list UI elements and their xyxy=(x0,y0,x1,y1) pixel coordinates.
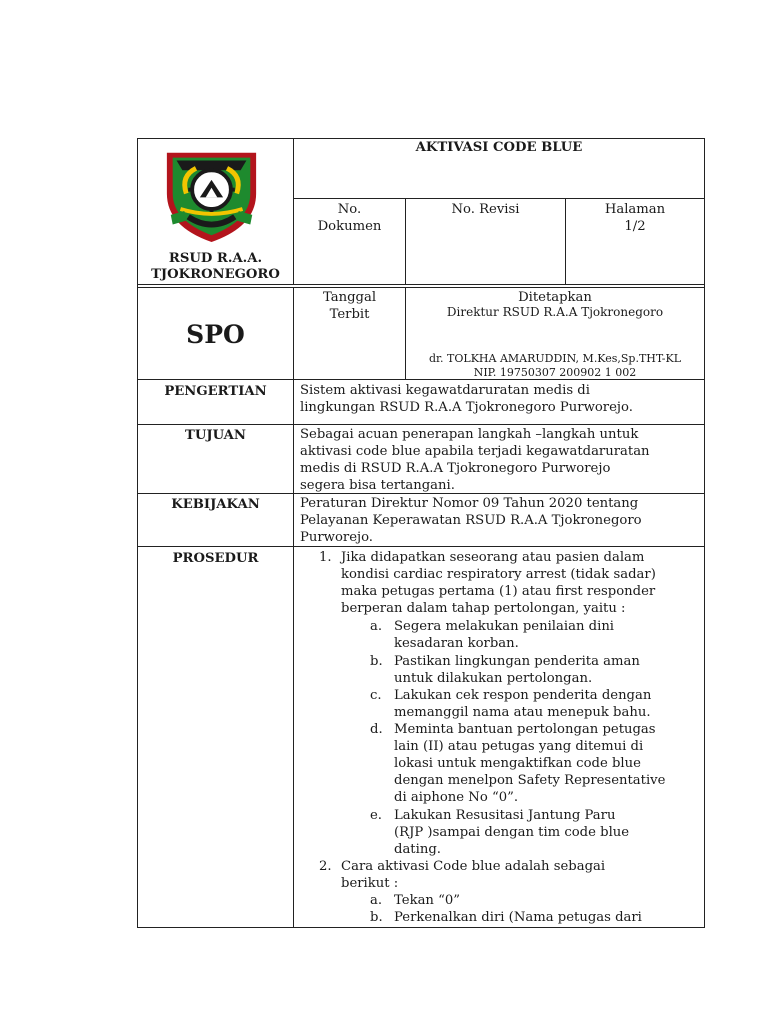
revision-label: No. Revisi xyxy=(451,202,520,217)
sub-item-line: memanggil nama atau menepuk bahu. xyxy=(394,705,651,720)
sub-item-letter: e. xyxy=(370,808,382,823)
sub-item-line: kesadaran korban. xyxy=(394,636,519,651)
tujuan-line: segera bisa tertangani. xyxy=(300,478,455,493)
procedure-item-line: maka petugas pertama (1) atau first responder xyxy=(341,584,656,599)
tujuan-line: aktivasi code blue apabila terjadi kegawatdaruratan xyxy=(300,444,650,459)
procedure-item-number: 2. xyxy=(319,859,332,874)
sub-item-letter: c. xyxy=(370,688,382,703)
signer-nip: NIP. 19750307 200902 1 002 xyxy=(473,366,637,379)
row-line-tujuan xyxy=(137,424,705,425)
hospital-name-line2: TJOKRONEGORO xyxy=(151,267,280,282)
header-bottom-line xyxy=(137,284,705,285)
sub-item-line: Pastikan lingkungan penderita aman xyxy=(394,654,640,669)
sub-item-line: Lakukan cek respon penderita dengan xyxy=(394,688,652,703)
procedure-item-number: 1. xyxy=(319,550,332,565)
date-label-1: Tanggal xyxy=(322,290,377,305)
table-border-bottom xyxy=(137,927,705,928)
sub-item-letter: b. xyxy=(370,910,383,925)
sub-item-line: untuk dilakukan pertolongan. xyxy=(394,671,593,686)
procedure-item-line: kondisi cardiac respiratory arrest (tidak sadar) xyxy=(341,567,656,582)
sub-item-line: lain (II) atau petugas yang ditemui di xyxy=(394,739,644,754)
sub-item-letter: b. xyxy=(370,654,383,669)
doc-no-label-1: No. xyxy=(337,202,362,217)
pengertian-line: Sistem aktivasi kegawatdaruratan medis di xyxy=(300,383,590,398)
date-label-2: Terbit xyxy=(329,307,370,322)
pengertian-line: lingkungan RSUD R.A.A Tjokronegoro Purworejo. xyxy=(300,400,633,415)
sub-item-line: Segera melakukan penilaian dini xyxy=(394,619,615,634)
procedure-item-line: Cara aktivasi Code blue adalah sebagai xyxy=(341,859,606,874)
spo-top-line xyxy=(137,287,705,288)
signer-name: dr. TOLKHA AMARUDDIN, M.Kes,Sp.THT-KL xyxy=(428,352,682,365)
section-label-pengertian: PENGERTIAN xyxy=(164,384,267,399)
document-title: AKTIVASI CODE BLUE xyxy=(415,140,583,155)
page-value: 1/2 xyxy=(624,219,646,234)
row-line-prosedur xyxy=(137,546,705,547)
sub-item-line: Tekan “0” xyxy=(394,893,460,908)
procedure-item-line: berikut : xyxy=(341,876,399,891)
sub-item-letter: a. xyxy=(370,893,383,908)
sub-item-line: Lakukan Resusitasi Jantung Paru xyxy=(394,808,616,823)
procedure-item-line: berperan dalam tahap pertolongan, yaitu : xyxy=(341,601,626,616)
sub-item-letter: a. xyxy=(370,619,383,634)
title-row-divider xyxy=(293,198,705,199)
section-label-tujuan: TUJUAN xyxy=(185,428,246,443)
doc-no-label-2: Dokumen xyxy=(317,219,382,234)
kebijakan-line: Purworejo. xyxy=(300,530,373,545)
sub-item-line: (RJP )sampai dengan tim code blue xyxy=(394,825,630,840)
sub-item-letter: d. xyxy=(370,722,383,737)
tujuan-line: medis di RSUD R.A.A Tjokronegoro Purworejo xyxy=(300,461,611,476)
hospital-name-line1: RSUD R.A.A. xyxy=(168,251,263,266)
kebijakan-line: Pelayanan Keperawatan RSUD R.A.A Tjokronegoro xyxy=(300,513,642,528)
sub-item-line: dating. xyxy=(394,842,441,857)
hospital-logo-emblem xyxy=(163,143,260,245)
sub-item-line: lokasi untuk mengaktifkan code blue xyxy=(394,756,641,771)
set-label: Ditetapkan xyxy=(518,290,592,305)
procedure-item-line: Jika didapatkan seseorang atau pasien dalam xyxy=(341,550,645,565)
sub-item-line: dengan menelpon Safety Representative xyxy=(394,773,666,788)
spo-label: SPO xyxy=(186,320,245,349)
section-divider-vertical xyxy=(293,287,294,928)
table-border-right xyxy=(704,138,705,928)
tujuan-line: Sebagai acuan penerapan langkah –langkah untuk xyxy=(300,427,639,442)
page-label: Halaman xyxy=(604,202,666,217)
sub-item-line: Meminta bantuan pertolongan petugas xyxy=(394,722,656,737)
section-label-kebijakan: KEBIJAKAN xyxy=(171,497,260,512)
set-by: Direktur RSUD R.A.A Tjokronegoro xyxy=(446,305,664,319)
kebijakan-line: Peraturan Direktur Nomor 09 Tahun 2020 tentang xyxy=(300,496,639,511)
sub-item-line: Perkenalkan diri (Nama petugas dari xyxy=(394,910,642,925)
section-label-prosedur: PROSEDUR xyxy=(172,551,259,566)
sub-item-line: di aiphone No “0”. xyxy=(394,790,519,805)
